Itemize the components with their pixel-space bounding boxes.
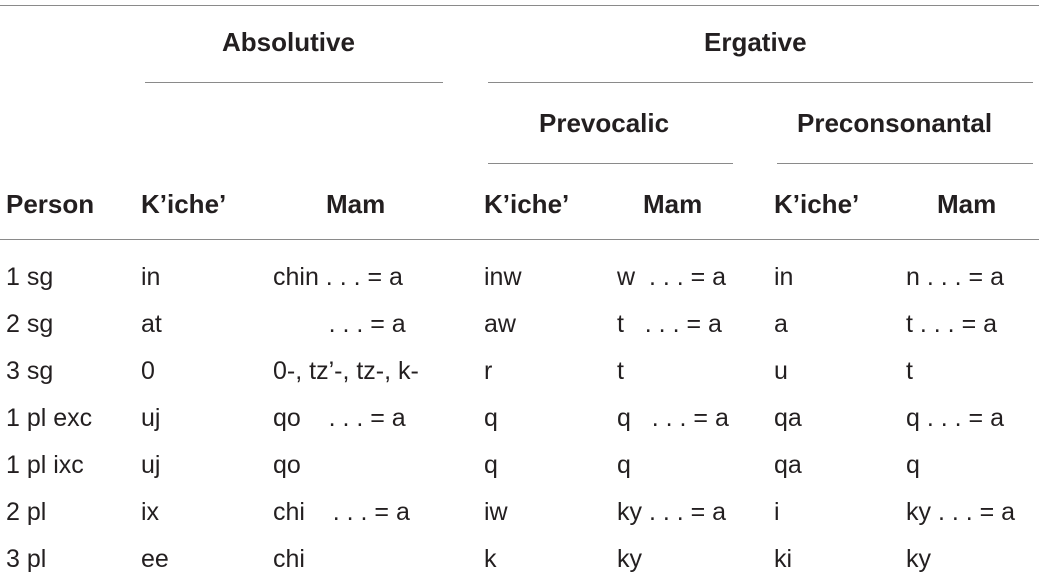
table-top-rule — [0, 5, 1039, 6]
cell-absolutive-mam: 0-, tz’-, tz-, k- — [273, 357, 419, 385]
cell-absolutive-kiche: uj — [141, 451, 161, 479]
cell-absolutive-kiche: 0 — [141, 357, 155, 385]
column-header-person: Person — [6, 189, 95, 219]
absolutive-underline — [145, 82, 443, 83]
cell-absolutive-mam: chi . . . = a — [273, 498, 410, 526]
cell-preconsonantal-kiche: qa — [774, 451, 802, 479]
preconsonantal-underline — [777, 163, 1033, 164]
cell-absolutive-kiche: uj — [141, 404, 161, 432]
cell-prevocalic-mam: ky . . . = a — [617, 498, 727, 526]
cell-absolutive-mam: qo — [273, 451, 301, 479]
cell-absolutive-kiche: ix — [141, 498, 160, 526]
cell-absolutive-mam: chi — [273, 545, 305, 573]
cell-absolutive-mam: . . . = a — [273, 310, 406, 338]
cell-preconsonantal-mam: t — [906, 357, 913, 385]
cell-absolutive-mam: qo . . . = a — [273, 404, 406, 432]
column-header-prevocalic-mam: Mam — [643, 189, 703, 219]
column-header-absolutive-kiche: K’iche’ — [141, 189, 227, 219]
cell-prevocalic-kiche: q — [484, 404, 498, 432]
prevocalic-underline — [488, 163, 733, 164]
cell-person: 3 sg — [6, 357, 54, 385]
cell-person: 1 sg — [6, 263, 54, 291]
preconsonantal-header: Preconsonantal — [797, 108, 993, 138]
cell-preconsonantal-kiche: ki — [774, 545, 793, 573]
cell-preconsonantal-mam: q — [906, 451, 920, 479]
cell-prevocalic-kiche: q — [484, 451, 498, 479]
absolutive-header: Absolutive — [222, 27, 355, 57]
prevocalic-header: Prevocalic — [539, 108, 670, 138]
cell-prevocalic-mam: ky — [617, 545, 642, 573]
cell-preconsonantal-kiche: qa — [774, 404, 802, 432]
cell-person: 2 sg — [6, 310, 54, 338]
cell-prevocalic-kiche: r — [484, 357, 493, 385]
cell-prevocalic-kiche: aw — [484, 310, 516, 338]
cell-person: 1 pl exc — [6, 404, 93, 432]
cell-absolutive-kiche: at — [141, 310, 162, 338]
cell-prevocalic-kiche: inw — [484, 263, 522, 291]
ergative-underline — [488, 82, 1033, 83]
cell-person: 3 pl — [6, 545, 47, 573]
cell-preconsonantal-mam: ky — [906, 545, 931, 573]
ergative-header: Ergative — [704, 27, 807, 57]
column-header-preconsonantal-kiche: K’iche’ — [774, 189, 860, 219]
cell-preconsonantal-mam: q . . . = a — [906, 404, 1004, 432]
column-header-prevocalic-kiche: K’iche’ — [484, 189, 570, 219]
cell-preconsonantal-kiche: in — [774, 263, 794, 291]
cell-absolutive-kiche: in — [141, 263, 161, 291]
cell-person: 1 pl ixc — [6, 451, 84, 479]
cell-prevocalic-mam: t . . . = a — [617, 310, 722, 338]
cell-preconsonantal-mam: ky . . . = a — [906, 498, 1016, 526]
cell-prevocalic-mam: w . . . = a — [617, 263, 727, 291]
cell-preconsonantal-kiche: a — [774, 310, 788, 338]
column-header-preconsonantal-mam: Mam — [937, 189, 997, 219]
cell-person: 2 pl — [6, 498, 47, 526]
cell-prevocalic-mam: q . . . = a — [617, 404, 729, 432]
cell-preconsonantal-mam: t . . . = a — [906, 310, 998, 338]
cell-preconsonantal-mam: n . . . = a — [906, 263, 1004, 291]
cell-preconsonantal-kiche: i — [774, 498, 780, 526]
cell-prevocalic-kiche: iw — [484, 498, 508, 526]
cell-preconsonantal-kiche: u — [774, 357, 788, 385]
cell-absolutive-kiche: ee — [141, 545, 169, 573]
header-bottom-rule — [0, 239, 1039, 240]
cell-prevocalic-mam: t — [617, 357, 624, 385]
cell-prevocalic-kiche: k — [484, 545, 497, 573]
cell-prevocalic-mam: q — [617, 451, 631, 479]
column-header-absolutive-mam: Mam — [326, 189, 386, 219]
cell-absolutive-mam: chin . . . = a — [273, 263, 403, 291]
